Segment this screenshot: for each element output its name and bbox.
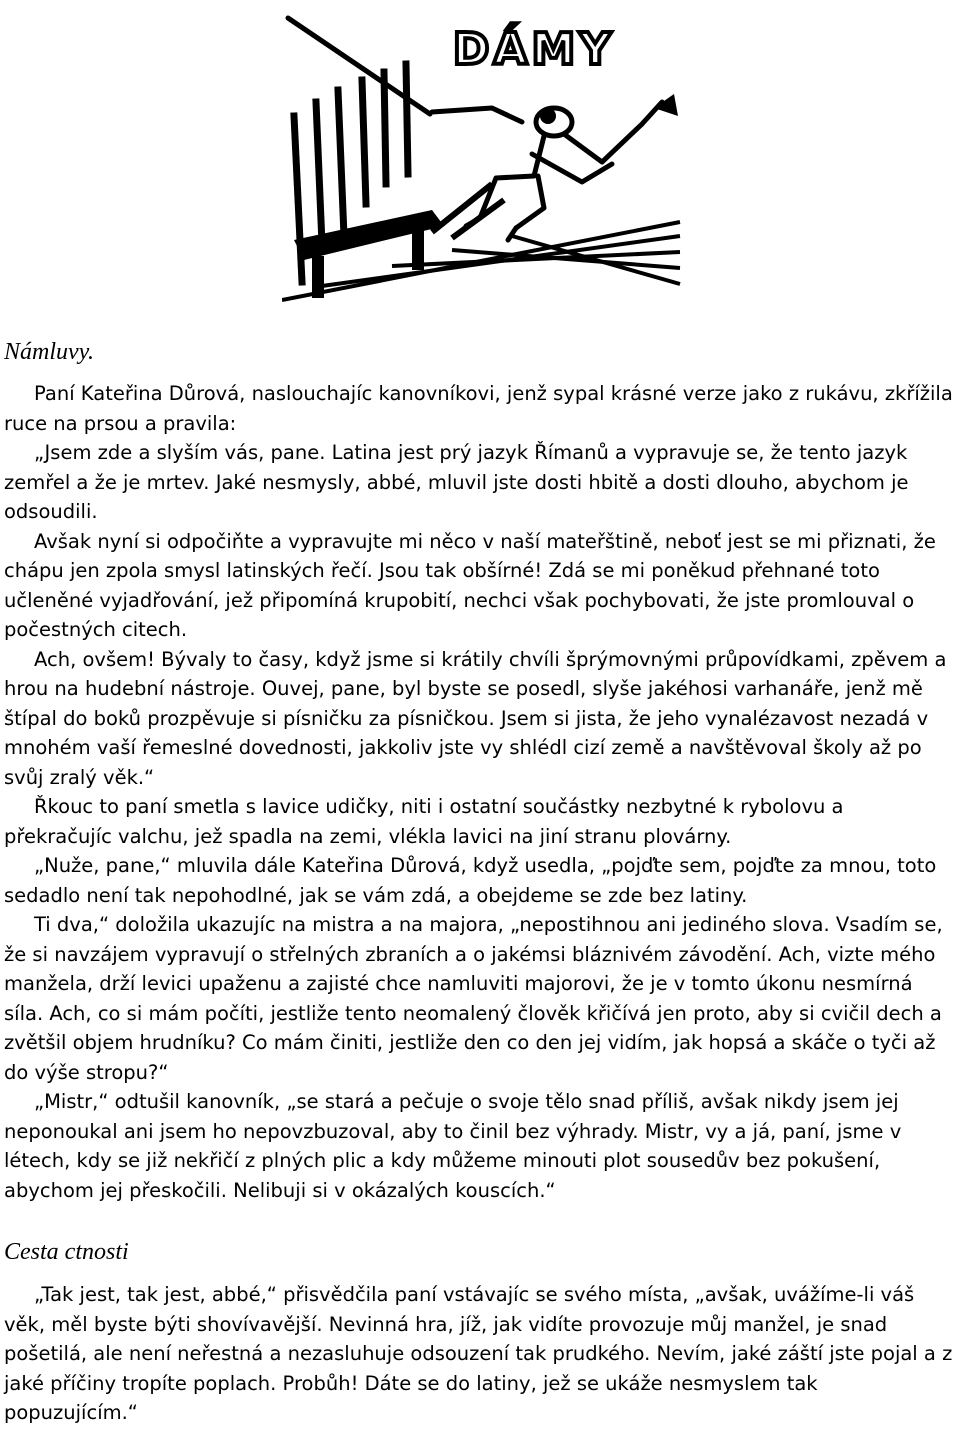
section-heading-namluvy: Námluvy. xyxy=(4,339,94,365)
section-body-cesta-ctnosti xyxy=(4,1280,956,1428)
paragraph: „Mistr,“ odtušil kanovník, „se stará a pečuje o svoje tělo snad příliš, avšak nikdy jsem jej neponoukal ani jsem ho nepovzbuzoval, aby to činil bez výhrady. Mistr, vy a já, paní, jsme v létech, kdy se již nekřičí z plných plic a kdy můžeme minouti plot sousedův bez pokušení, abychom jej přeskočili. Nelibuji si v okázalých kouscích.“ xyxy=(4,1090,902,1202)
paragraph: Řkouc to paní smetla s lavice udičky, niti i ostatní součástky nezbytné k rybolovu a překračujíc valchu, jež spadla na zemi, vlékla lavici na jiní stranu plovárny. xyxy=(4,795,844,848)
paragraph: „Nuže, pane,“ mluvila dále Kateřina Důrová, když usedla, „pojďte sem, pojďte za mnou, toto sedadlo není tak nepohodlné, jak se vám zdá, a obejdeme se zde bez latiny. xyxy=(4,854,937,907)
section-heading-cesta-ctnosti: Cesta ctnosti xyxy=(4,1239,129,1265)
paragraph: „Jsem zde a slyším vás, pane. Latina jest prý jazyk Římanů a vypravuje se, že tento jazyk zemřel a že je mrtev. Jaké nesmysly, abbé, mluvil jste dosti hbitě a dosti dlouho, abychom je odsoudili. xyxy=(4,441,909,523)
paragraph: Ti dva,“ doložila ukazujíc na mistra a na majora, „nepostihnou ani jediného slova. Vsadím se, že si navzájem vypravují o střelných zbraních a o jakémsi bláznivém závodění. Ach, vizte mého manžela, drží levici upaženu a zajisté chce namluviti majorovi, že je v tomto úkonu nesmírná síla. Ach, co si mám počíti, jestliže tento neomalený člověk křičívá jen proto, aby si cvičil dech a zvětšil objem hrudníku? Co mám činiti, jestliže den co den jej vidím, jak hopsá a skáče o tyči až do výše stropu?“ xyxy=(4,913,943,1084)
illustration-title: DÁMY xyxy=(452,24,616,75)
paragraph: Ach, ovšem! Bývaly to časy, když jsme si krátily chvíli šprýmovnými průpovídkami, zpěvem a hrou na hudební nástroje. Ouvej, pane, byl byste se posedl, slyše jakéhosi varhanáře, jenž mě štípal do boků prozpěvuje si písničku za písničkou. Jsem si jista, že jeho vynalézavost nezadá v mnohém vaší řemeslné dovednosti, jakkoliv jste vy shlédl cizí země a navštěvoval školy až po svůj zralý věk.“ xyxy=(4,647,947,789)
illustration-icon xyxy=(282,4,682,304)
section-body-namluvy xyxy=(4,379,956,1205)
paragraph: Avšak nyní si odpočiňte a vypravujte mi něco v naší mateřštině, neboť jest se mi přiznati, že chápu jen zpola smysl latinských řečí. Jsou tak obšírné! Zdá se mi poněkud přehnané toto učleněné vyjadřování, jež připomíná krupobití, nechci však pochybovati, že jste promlouval o počestných citech. xyxy=(4,529,936,641)
paragraph: Paní Kateřina Důrová, naslouchajíc kanovníkovi, jenž sypal krásné verze jako z rukávu, zkřížila ruce na prsou a pravila: xyxy=(4,382,953,435)
paragraph: „Tak jest, tak jest, abbé,“ přisvědčila paní vstávajíc se svého místa, „avšak, uvážíme-li váš věk, měl byste býti shovívavější. Nevinná hra, jíž, jak vidíte provozuje můj manžel, je snad pošetilá, ale není neřestná a nezasluhuje odsouzení tak prudkého. Nevím, jaké záští jste pojal a z jaké příčiny tropíte poplach. Probůh! Dáte se do latiny, jež se ukáže nesmyslem tak popuzujícím.“ xyxy=(4,1283,953,1424)
